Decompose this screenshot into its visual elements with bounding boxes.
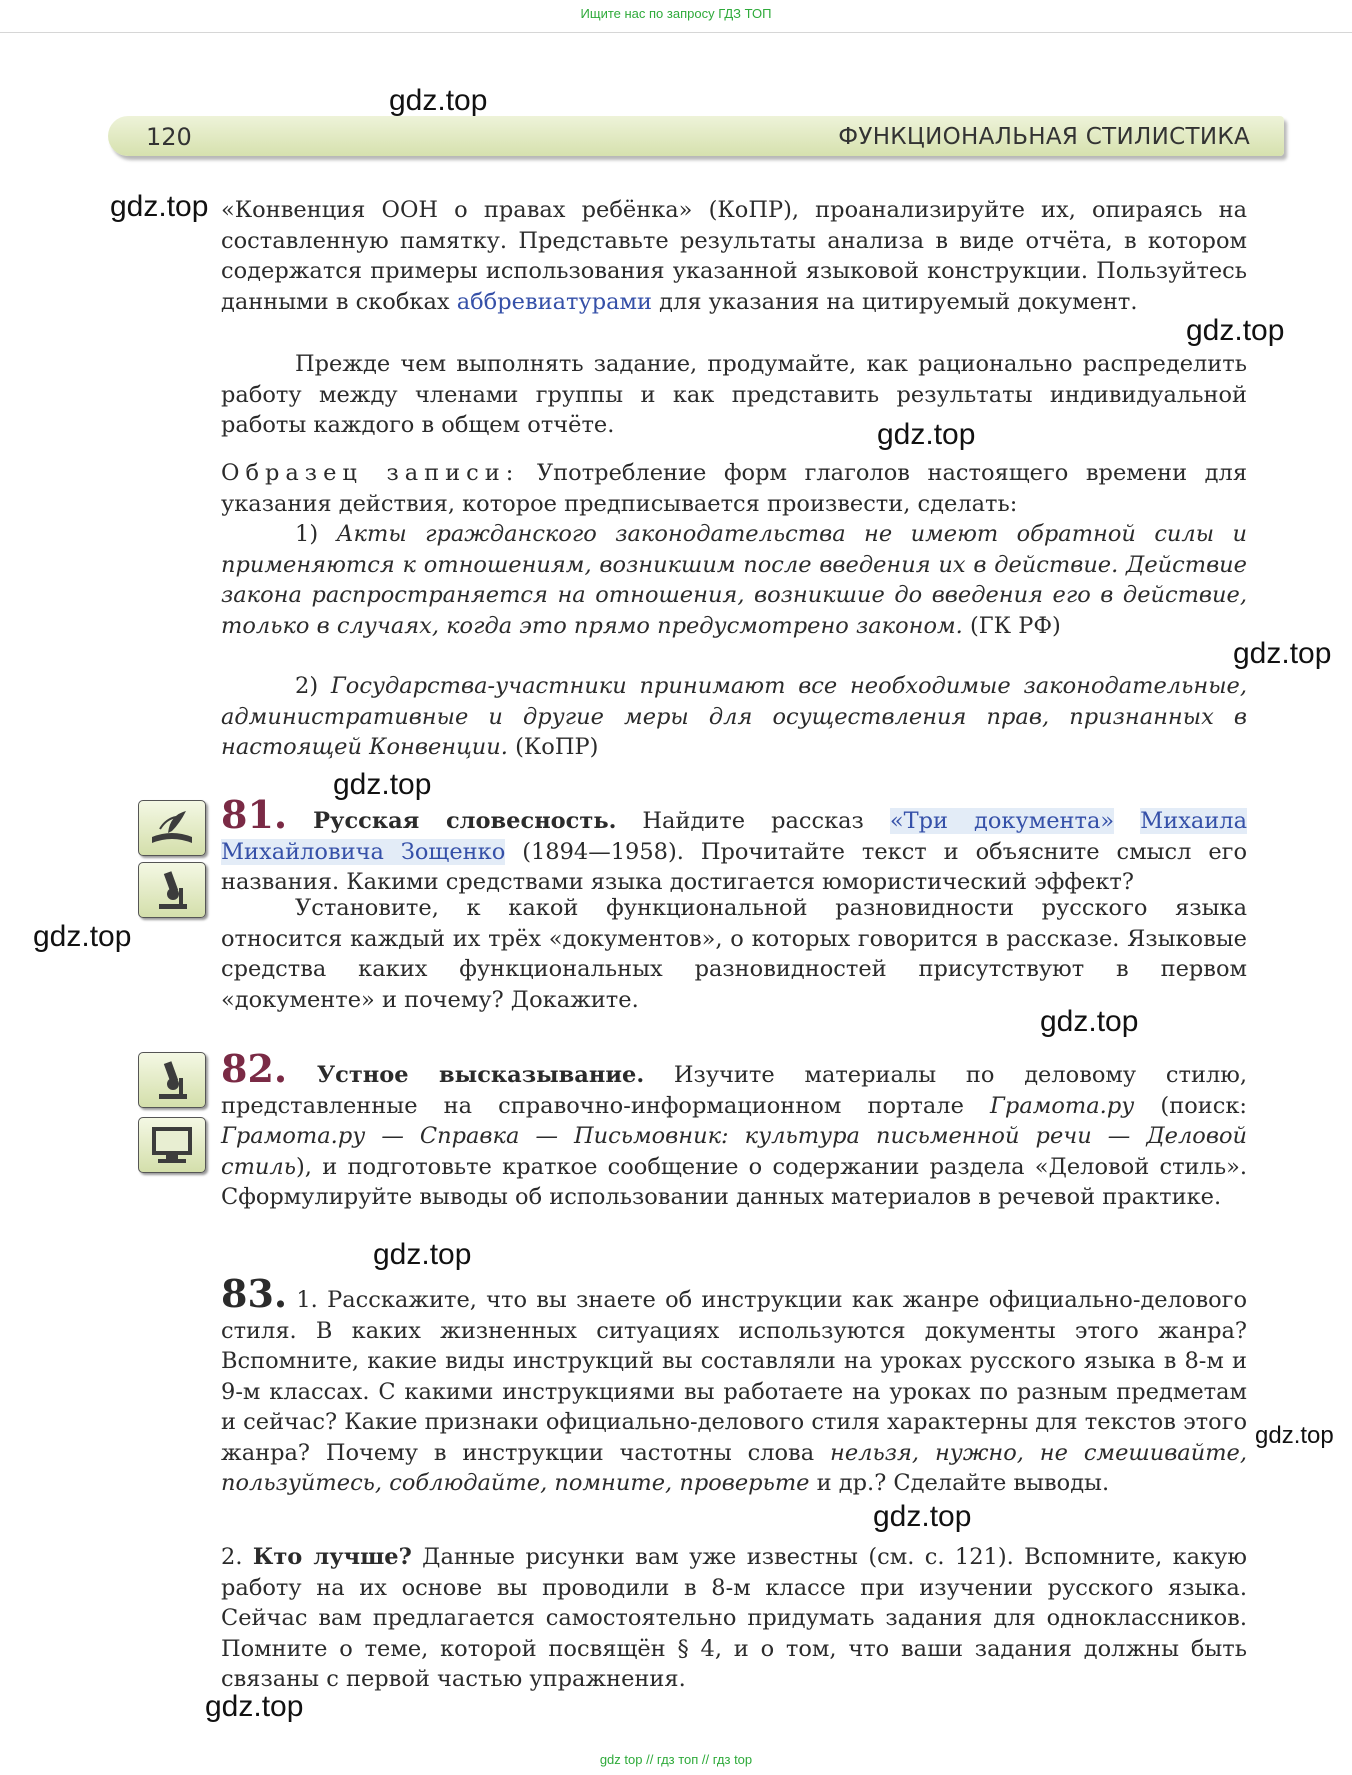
watermark: gdz.top <box>33 920 132 953</box>
watermark: gdz.top <box>333 768 432 801</box>
exercise-number: 82. <box>221 1046 288 1091</box>
link-three-documents[interactable]: «Три документа» <box>889 808 1115 834</box>
sample-example-1: 1) Акты гражданского законодательства не имеют обратной силы и применяются к отношениям, возникшим после введения их в действие. Действие закона распространяется на отношения, возникшие до введения его в действие, только в случаях, когда это прямо предусмотрено законом. (ГК РФ) <box>221 521 1247 639</box>
exercise-81: 81. Русская словесность. Найдите рассказ «Три документа» Михаила Михайловича Зощенко (1894—1958). Прочитайте текст и объясните смысл его названия. Какими средствами языка достигается юмористический эффект? <box>221 792 1247 895</box>
exercise-number: 83. <box>221 1271 288 1316</box>
sample-label: Образец записи: <box>221 460 520 486</box>
chapter-title: ФУНКЦИОНАЛЬНАЯ СТИЛИСТИКА <box>838 124 1250 150</box>
watermark: gdz.top <box>877 418 976 451</box>
page-header <box>108 116 1284 156</box>
exercise-83: 83. 1. Расскажите, что вы знаете об инструкции как жанре официально-делового стиля. В каких жизненных ситуациях используются документы этого жанра? Вспомните, какие виды инструкций вы составляли на уроках русского языка в 8-м и 9-м классах. С какими инструкциями вы работаете на уроках по разным предметам и сейчас? Какие признаки официально-делового стиля характерны для текстов этого жанра? Почему в инструкции частотны слова нельзя, нужно, не смешивайте, пользуйтесь, соблюдайте, помните, проверьте и др.? Сделайте выводы. <box>221 1271 1247 1496</box>
watermark-small: gdz.top <box>1255 1422 1334 1449</box>
microscope-icon <box>138 862 206 918</box>
sample-intro: Образец записи: Употребление форм глаголов настоящего времени для указания действия, которое предписывается произвести, сделать: <box>221 460 1248 517</box>
watermark: gdz.top <box>205 1690 304 1723</box>
paragraph-group-work: Прежде чем выполнять задание, продумайте, как рационально распределить работу между членами группы и как представить результаты индивидуальной работы каждого в общем отчёте. <box>221 351 1247 438</box>
microscope-icon <box>138 1052 206 1108</box>
top-divider <box>0 32 1352 33</box>
paragraph-intro: «Конвенция ООН о правах ребёнка» (КоПР), проанализируйте их, опираясь на составленную памятку. Представьте результаты анализа в виде отчёта, в котором содержатся примеры использования указанной языковой конструкции. Пользуйтесь данными в скобках аббревиатурами для указания на цитируемый документ. <box>221 197 1247 315</box>
watermark: gdz.top <box>1233 637 1332 670</box>
footer-links: gdz top // гдз топ // гдз top <box>599 1752 753 1767</box>
exercise-82: 82. Устное высказывание. Изучите материалы по деловому стилю, представленные на справочно-информационном портале Грамота.ру (поиск: Грамота.ру — Справка — Письмовник: культура письменной речи — Деловой стиль), и подготовьте краткое сообщение о содержании раздела «Деловой стиль». Сформулируйте выводы об использовании данных материалов в речевой практике. <box>221 1046 1247 1210</box>
watermark: gdz.top <box>110 190 209 223</box>
exercise-number: 81. <box>221 792 288 837</box>
exercise-title: Устное высказывание. <box>316 1062 645 1088</box>
watermark: gdz.top <box>373 1238 472 1271</box>
exercise-83-part-2: 2. Кто лучше? Данные рисунки вам уже известны (см. с. 121). Вспомните, какую работу на их основе вы проводили в 8-м классе при изучении русского языка. Сейчас вам предлагается самостоятельно придумать задания для одноклассников. Помните о теме, которой посвящён § 4, и о том, что ваши задания должны быть связаны с первой частью упражнения. <box>221 1544 1247 1692</box>
sample-example-2: 2) Государства-участники принимают все необходимые законодательные, административные и другие меры для осуществления прав, признанных в настоящей Конвенции. (КоПР) <box>221 673 1248 760</box>
page-number: 120 <box>146 123 192 151</box>
watermark: gdz.top <box>1040 1005 1139 1038</box>
exercise-subtitle: Кто лучше? <box>252 1544 412 1570</box>
watermark: gdz.top <box>389 84 488 117</box>
exercise-81-part-2: Установите, к какой функциональной разновидности русского языка относится каждый их трёх «документов», о которых говорится в рассказе. Языковые средства каких функциональных разновидностей присутствуют в первом «документе» и почему? Докажите. <box>221 895 1247 1013</box>
book-quill-icon <box>138 800 206 856</box>
computer-icon <box>138 1117 206 1173</box>
link-zoshchenko[interactable]: Михаила Михайловича Зощенко <box>221 808 1247 865</box>
top-note: Ищите нас по запросу ГДЗ ТОП <box>580 6 772 21</box>
link-abbreviations[interactable]: аббревиатурами <box>456 288 653 315</box>
watermark: gdz.top <box>873 1500 972 1533</box>
watermark: gdz.top <box>1186 314 1285 347</box>
exercise-title: Русская словесность. <box>313 808 617 834</box>
